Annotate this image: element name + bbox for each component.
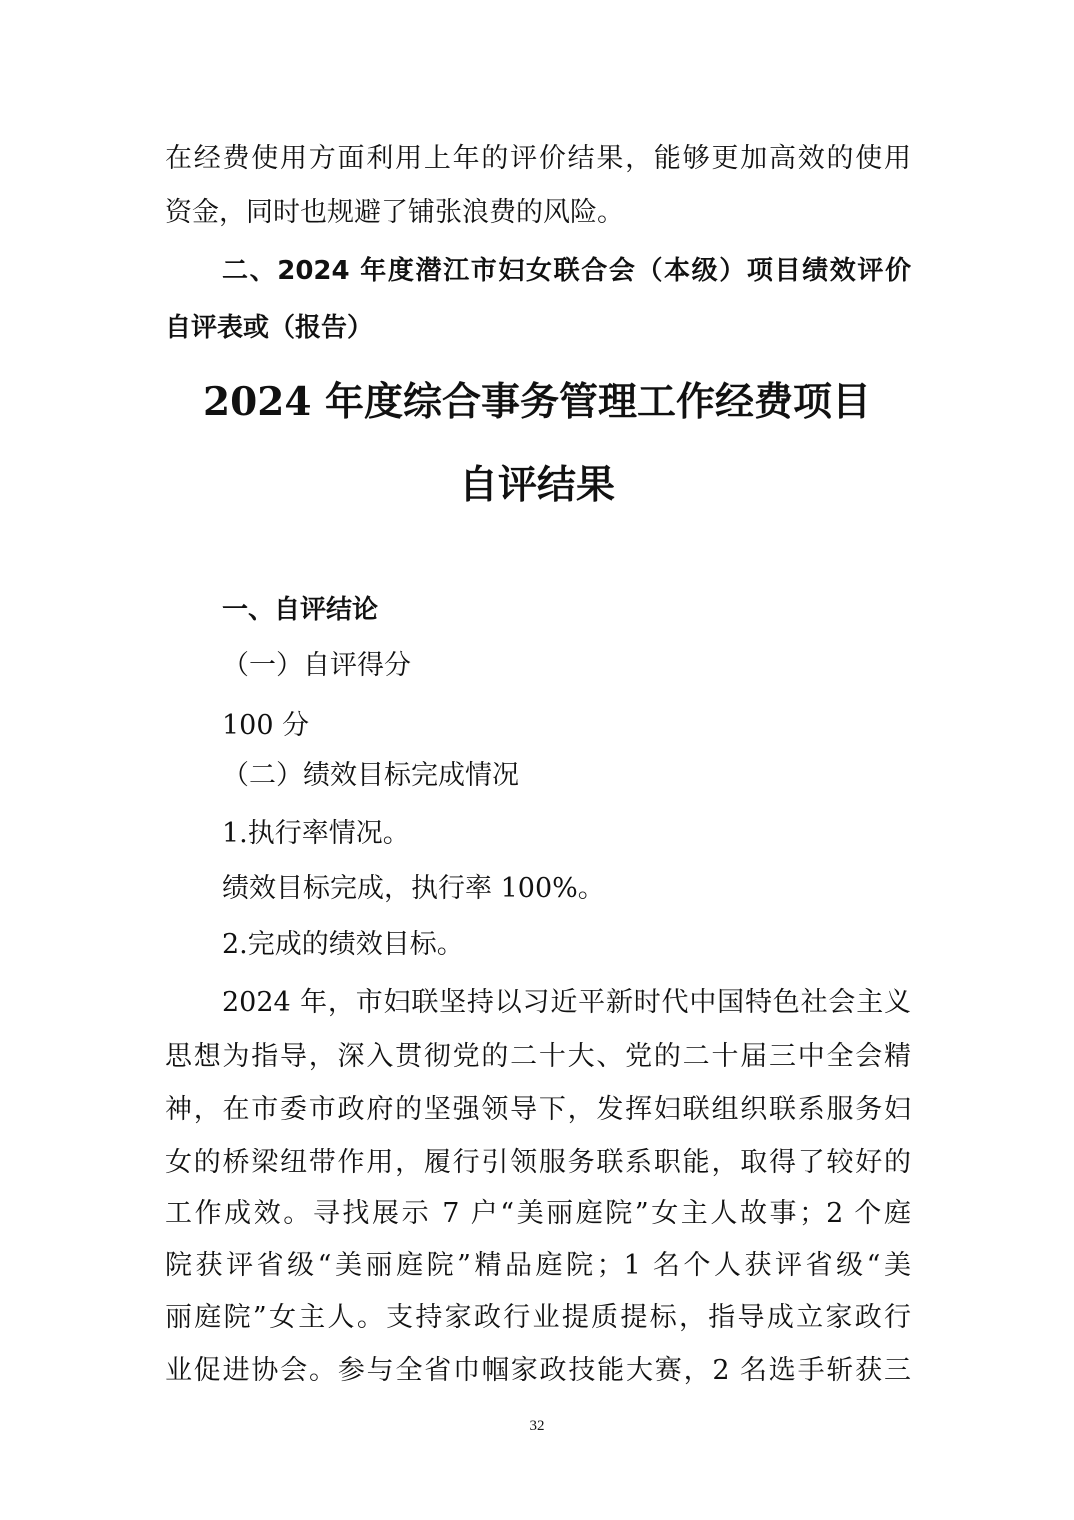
- intro-line-2: 资金，同时也规避了铺张浪费的风险。: [165, 197, 624, 228]
- item-2-heading: 2.完成的绩效目标。: [222, 929, 464, 960]
- body-line: 神，在市委市政府的坚强领导下，发挥妇联组织联系服务妇: [165, 1094, 911, 1125]
- conclusion-heading: 一、自评结论: [222, 595, 379, 625]
- body-line: 女的桥梁纽带作用，履行引领服务联系职能，取得了较好的: [165, 1147, 911, 1178]
- item-1-heading: 1.执行率情况。: [222, 818, 410, 849]
- body-line: 业促进协会。参与全省巾帼家政技能大赛，2 名选手斩获三: [165, 1355, 911, 1386]
- score-value: 100 分: [222, 710, 310, 741]
- document-title-line-2: 自评结果: [458, 462, 615, 508]
- page-number: 32: [529, 1418, 545, 1434]
- document-title-line-1: 2024 年度综合事务管理工作经费项目: [202, 379, 872, 425]
- body-line: 丽庭院”女主人。支持家政行业提质提标，指导成立家政行: [165, 1302, 911, 1333]
- intro-line-1: 在经费使用方面利用上年的评价结果，能够更加高效的使用: [165, 143, 911, 174]
- body-line: 院获评省级“美丽庭院”精品庭院；1 名个人获评省级“美: [165, 1250, 911, 1281]
- section-heading-line-1: 二、2024 年度潜江市妇女联合会（本级）项目绩效评价: [222, 256, 911, 286]
- body-line: 工作成效。寻找展示 7 户“美丽庭院”女主人故事；2 个庭: [165, 1198, 911, 1229]
- body-line: 思想为指导，深入贯彻党的二十大、党的二十届三中全会精: [165, 1041, 911, 1072]
- section-heading-line-2: 自评表或（报告）: [165, 313, 374, 343]
- body-line: 2024 年，市妇联坚持以习近平新时代中国特色社会主义: [222, 987, 911, 1018]
- item-1-text: 绩效目标完成，执行率 100%。: [222, 873, 605, 904]
- score-subheading: （一）自评得分: [222, 650, 411, 681]
- goals-subheading: （二）绩效目标完成情况: [222, 760, 519, 791]
